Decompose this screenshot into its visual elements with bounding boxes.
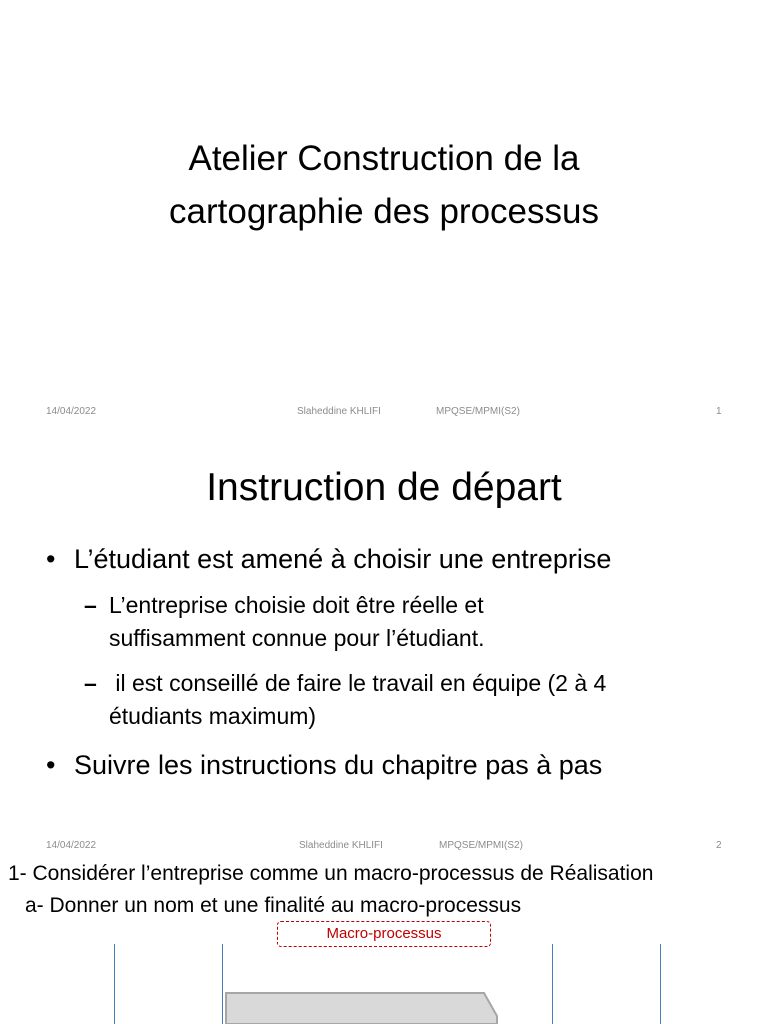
slide1-footer-date: 14/04/2022 [46,406,97,417]
slide1-footer-course: MPQSE/MPMI(S2) [436,406,520,417]
bullet-text: L’étudiant est amené à choisir une entreprise [74,544,612,574]
sub-bullet-line: il est conseillé de faire le travail en équipe (2 à 4 [109,670,607,696]
slide2-title: Instruction de départ [206,466,562,509]
slide3-heading: 1- Considérer l’entreprise comme un macro-processus de Réalisation [8,862,654,885]
slide2-footer-author: Slaheddine KHLIFI [299,840,383,851]
bullet-marker: • [46,544,56,574]
dash-marker: – [84,592,97,618]
slide1-title-line1: Atelier Construction de la [188,139,580,178]
dash-marker: – [84,670,97,696]
slide2-footer-course: MPQSE/MPMI(S2) [439,840,523,851]
slide3-subheading: a- Donner un nom et une finalité au macro-processus [25,894,522,917]
macro-process-label: Macro-processus [277,921,491,947]
macro-process-shape [226,993,497,1024]
sub-bullet-line: L’entreprise choisie doit être réelle et [109,592,484,618]
slide1-title-line2: cartographie des processus [169,192,599,231]
slide1-footer-page: 1 [716,406,722,417]
slide2-footer-date: 14/04/2022 [46,840,97,851]
slide2-footer-page: 2 [716,840,722,851]
bullet-marker: • [46,750,56,780]
bullet-text: Suivre les instructions du chapitre pas à pas [74,750,603,780]
sub-bullet-line: suffisamment connue pour l’étudiant. [109,625,485,651]
slide1-footer-author: Slaheddine KHLIFI [297,406,381,417]
sub-bullet-line: étudiants maximum) [109,703,317,729]
